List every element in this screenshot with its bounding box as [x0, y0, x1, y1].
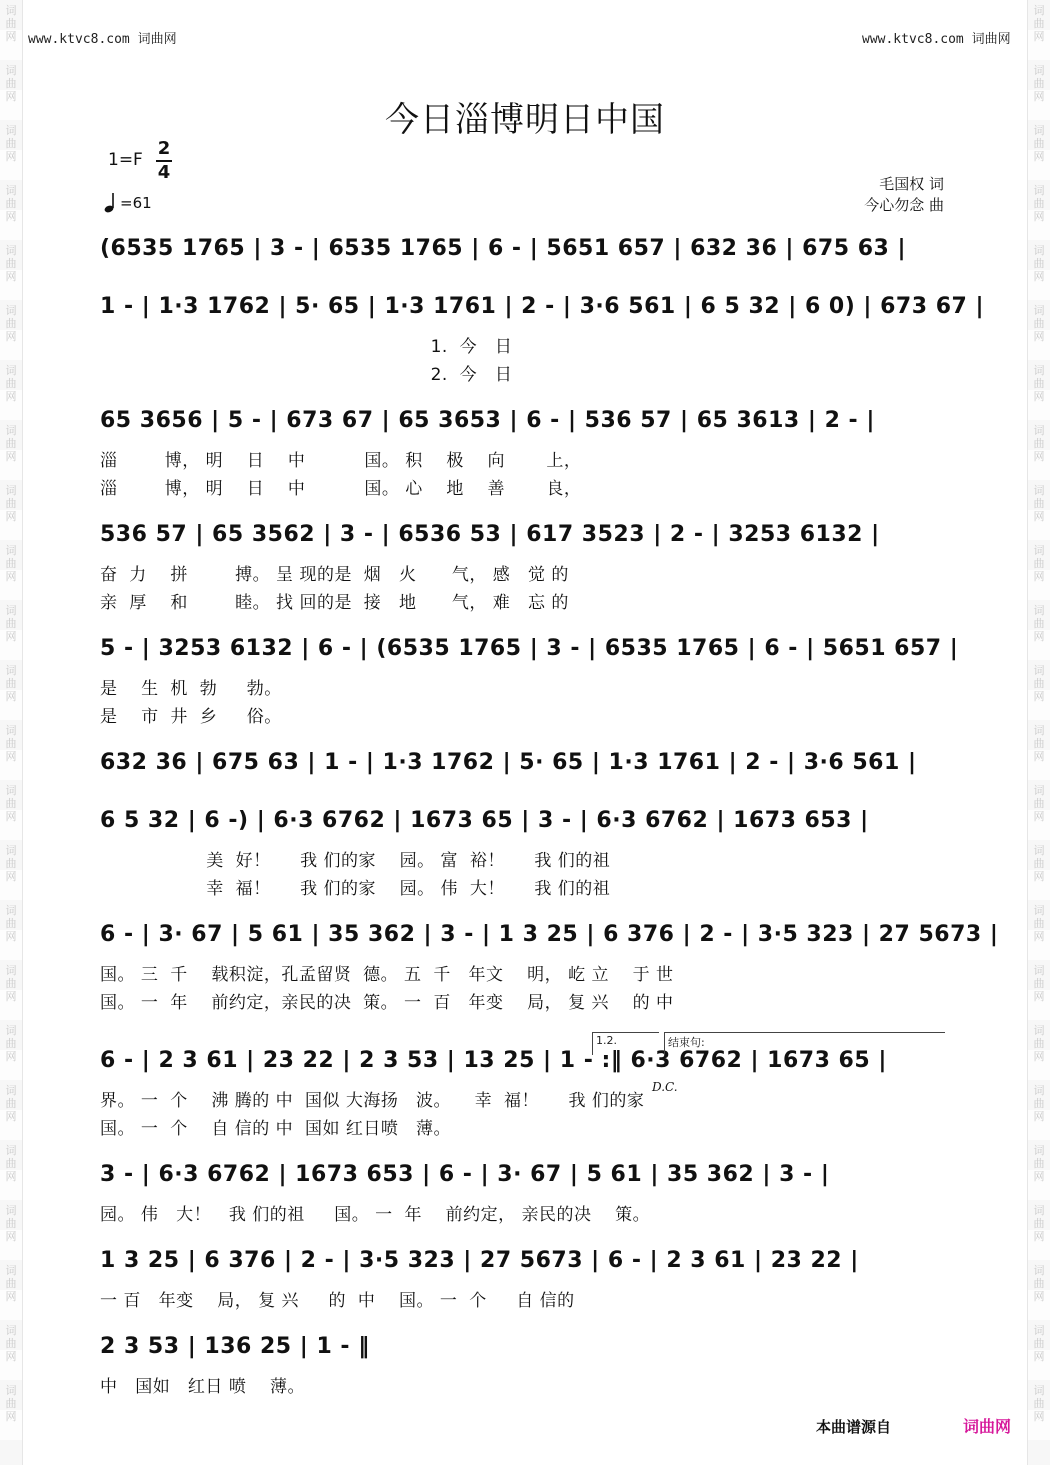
watermark-char: 曲 — [1033, 437, 1045, 450]
watermark-char: 网 — [5, 870, 17, 883]
watermark-char: 网 — [1033, 390, 1045, 403]
watermark-char: 词 — [1033, 1324, 1045, 1337]
watermark-glyphs — [1032, 424, 1046, 463]
watermark-char: 网 — [5, 1110, 17, 1123]
lyric-line: 国。 一 年 前约定，亲民的决 策。 一 百 年变 局， 复 兴 的 中 — [100, 993, 674, 1013]
watermark-char: 曲 — [5, 17, 17, 30]
watermark-char: 词 — [5, 1324, 17, 1337]
watermark-char: 网 — [5, 990, 17, 1003]
watermark-glyphs — [4, 1024, 18, 1063]
watermark-char: 词 — [1033, 784, 1045, 797]
notation-line: 6 - | 2 3 61 | 23 22 | 2 3 53 | 13 25 | 1 - :‖ 6·3 6762 | 1673 65 | — [100, 1048, 887, 1073]
notation-line: 1 3 25 | 6 376 | 2 - | 3·5 323 | 27 5673 | 6 - | 2 3 61 | 23 22 | — [100, 1248, 859, 1273]
watermark-char: 网 — [5, 810, 17, 823]
credits — [864, 174, 944, 216]
watermark-char: 词 — [5, 604, 17, 617]
lyric-line: 美 好！ 我 们的家 园。 富 裕！ 我 们的祖 — [100, 851, 611, 871]
watermark-char: 网 — [1033, 1410, 1045, 1423]
watermark-char: 曲 — [1033, 797, 1045, 810]
watermark-char: 词 — [1033, 1084, 1045, 1097]
watermark-glyphs — [1032, 1204, 1046, 1243]
watermark-char: 网 — [5, 930, 17, 943]
coda-bracket — [664, 1032, 945, 1055]
watermark-char: 曲 — [5, 437, 17, 450]
watermark-glyphs — [1032, 544, 1046, 583]
watermark-char: 词 — [5, 1024, 17, 1037]
song-title: 今日淄博明日中国 — [385, 100, 665, 140]
watermark-glyphs — [4, 544, 18, 583]
watermark-char: 曲 — [5, 977, 17, 990]
watermark-char: 曲 — [5, 797, 17, 810]
lyric-line: 奋 力 拼 搏。 呈 现的是 烟 火 气， 感 觉 的 — [100, 565, 569, 585]
watermark-char: 曲 — [5, 1337, 17, 1350]
watermark-char: 网 — [5, 150, 17, 163]
watermark-char: 曲 — [1033, 317, 1045, 330]
watermark-char: 曲 — [5, 137, 17, 150]
watermark-char: 曲 — [5, 617, 17, 630]
watermark-char: 曲 — [5, 317, 17, 330]
watermark-char: 网 — [5, 390, 17, 403]
watermark-char: 网 — [1033, 1050, 1045, 1063]
watermark-char: 曲 — [1033, 1397, 1045, 1410]
watermark-char: 词 — [5, 1144, 17, 1157]
footer-brand[interactable]: 词曲网 — [963, 1417, 1012, 1436]
lyric-line: 淄 博， 明 日 中 国。 心 地 善 良， — [100, 479, 582, 499]
watermark-char: 网 — [5, 630, 17, 643]
watermark-glyphs — [1032, 664, 1046, 703]
watermark-char: 曲 — [1033, 257, 1045, 270]
watermark-glyphs — [1032, 604, 1046, 643]
notation-line: 6 - | 3· 67 | 5 61 | 35 362 | 3 - | 1 3 25 | 6 376 | 2 - | 3·5 323 | 27 5673 | — [100, 922, 999, 947]
watermark-char: 网 — [1033, 1230, 1045, 1243]
watermark-char: 词 — [5, 964, 17, 977]
watermark-glyphs — [4, 844, 18, 883]
watermark-char: 曲 — [1033, 77, 1045, 90]
notation-line: 6 5 32 | 6 -) | 6·3 6762 | 1673 65 | 3 - | 6·3 6762 | 1673 653 | — [100, 808, 869, 833]
watermark-glyphs — [1032, 1144, 1046, 1183]
watermark-char: 曲 — [1033, 977, 1045, 990]
watermark-char: 网 — [5, 1050, 17, 1063]
lyric-line: 幸 福！ 我 们的家 园。 伟 大！ 我 们的祖 — [100, 879, 611, 899]
watermark-char: 曲 — [1033, 917, 1045, 930]
watermark-char: 网 — [1033, 1170, 1045, 1183]
watermark-char: 曲 — [5, 1277, 17, 1290]
watermark-glyphs — [4, 724, 18, 763]
watermark-char: 词 — [5, 364, 17, 377]
notation-line: 2 3 53 | 136 25 | 1 - ‖ — [100, 1334, 370, 1359]
watermark-glyphs — [4, 184, 18, 223]
watermark-glyphs — [4, 1324, 18, 1363]
notation-line: (6535 1765 | 3 - | 6535 1765 | 6 - | 5651 657 | 632 36 | 675 63 | — [100, 236, 907, 261]
watermark-char: 曲 — [1033, 17, 1045, 30]
watermark-char: 词 — [5, 4, 17, 17]
watermark-char: 网 — [1033, 690, 1045, 703]
watermark-char: 网 — [5, 450, 17, 463]
watermark-char: 词 — [5, 544, 17, 557]
watermark-char: 网 — [1033, 450, 1045, 463]
watermark-char: 词 — [1033, 964, 1045, 977]
watermark-char: 词 — [1033, 364, 1045, 377]
composer: 今心勿念 曲 — [864, 196, 944, 214]
lyric-line: 亲 厚 和 睦。 找 回的是 接 地 气， 难 忘 的 — [100, 593, 569, 613]
watermark-char: 曲 — [5, 497, 17, 510]
watermark-char: 词 — [1033, 244, 1045, 257]
watermark-char: 网 — [5, 690, 17, 703]
watermark-char: 网 — [5, 1230, 17, 1243]
dc-marking: D.C. — [652, 1080, 678, 1094]
watermark-glyphs — [1032, 484, 1046, 523]
watermark-char: 曲 — [1033, 1157, 1045, 1170]
watermark-char: 曲 — [5, 737, 17, 750]
watermark-char: 曲 — [1033, 197, 1045, 210]
watermark-char: 词 — [1033, 1384, 1045, 1397]
lyric-line: 是 生 机 勃 勃。 — [100, 679, 282, 699]
watermark-char: 网 — [5, 510, 17, 523]
watermark-char: 网 — [5, 1350, 17, 1363]
watermark-glyphs — [4, 664, 18, 703]
watermark-glyphs — [4, 1384, 18, 1423]
site-url-text: www.ktvc8.com — [28, 32, 130, 47]
watermark-char: 网 — [5, 30, 17, 43]
watermark-glyphs — [1032, 844, 1046, 883]
site-url-text: www.ktvc8.com — [862, 32, 964, 47]
watermark-char: 词 — [1033, 724, 1045, 737]
watermark-glyphs — [1032, 784, 1046, 823]
watermark-char: 词 — [1033, 1264, 1045, 1277]
watermark-char: 网 — [1033, 270, 1045, 283]
site-name-text: 词曲网 — [971, 32, 1011, 47]
watermark-char: 曲 — [1033, 497, 1045, 510]
watermark-glyphs — [1032, 184, 1046, 223]
watermark-glyphs — [1032, 364, 1046, 403]
watermark-char: 网 — [1033, 990, 1045, 1003]
watermark-glyphs — [1032, 904, 1046, 943]
watermark-char: 曲 — [1033, 1037, 1045, 1050]
watermark-glyphs — [4, 1144, 18, 1183]
watermark-char: 曲 — [1033, 137, 1045, 150]
key-signature: 1=F — [108, 150, 143, 170]
watermark-char: 网 — [5, 570, 17, 583]
lyric-line: 国。 一 个 自 信的 中 国如 红日喷 薄。 — [100, 1119, 452, 1139]
notation-line: 536 57 | 65 3562 | 3 - | 6536 53 | 617 3523 | 2 - | 3253 6132 | — [100, 522, 880, 547]
watermark-char: 词 — [1033, 184, 1045, 197]
watermark-glyphs — [4, 964, 18, 1003]
watermark-char: 词 — [5, 64, 17, 77]
watermark-char: 网 — [1033, 930, 1045, 943]
watermark-char: 词 — [5, 1204, 17, 1217]
lyric-line: 淄 博， 明 日 中 国。 积 极 向 上， — [100, 451, 582, 471]
watermark-char: 曲 — [5, 197, 17, 210]
watermark-char: 词 — [1033, 904, 1045, 917]
watermark-char: 网 — [5, 210, 17, 223]
watermark-glyphs — [4, 484, 18, 523]
watermark-char: 曲 — [1033, 737, 1045, 750]
watermark-char: 词 — [5, 1384, 17, 1397]
meter-top: 2 — [157, 138, 171, 159]
watermark-glyphs — [4, 784, 18, 823]
watermark-char: 曲 — [1033, 1337, 1045, 1350]
watermark-char: 曲 — [1033, 677, 1045, 690]
watermark-char: 网 — [1033, 210, 1045, 223]
lyricist: 毛国权 词 — [879, 175, 944, 193]
watermark-glyphs — [4, 1204, 18, 1243]
lyric-line: 是 市 井 乡 俗。 — [100, 707, 282, 727]
watermark-char: 曲 — [5, 677, 17, 690]
watermark-char: 词 — [5, 1264, 17, 1277]
watermark-char: 词 — [1033, 1024, 1045, 1037]
watermark-char: 网 — [5, 1410, 17, 1423]
tempo-marking: =61 — [120, 194, 152, 212]
watermark-char: 词 — [1033, 1144, 1045, 1157]
watermark-char: 词 — [1033, 424, 1045, 437]
watermark-char: 曲 — [5, 257, 17, 270]
watermark-char: 词 — [5, 124, 17, 137]
notation-line: 632 36 | 675 63 | 1 - | 1·3 1762 | 5· 65 | 1·3 1761 | 2 - | 3·6 561 | — [100, 750, 917, 775]
watermark-char: 词 — [1033, 304, 1045, 317]
watermark-char: 曲 — [5, 557, 17, 570]
watermark-char: 网 — [1033, 810, 1045, 823]
meter-bottom: 4 — [157, 162, 171, 183]
watermark-char: 曲 — [1033, 557, 1045, 570]
watermark-char: 曲 — [5, 917, 17, 930]
site-url-right[interactable] — [862, 28, 1011, 47]
lyric-line: 界。 一 个 沸 腾的 中 国似 大海扬 波。 幸 福！ 我 们的家 — [100, 1091, 645, 1111]
watermark-char: 曲 — [1033, 857, 1045, 870]
watermark-char: 网 — [1033, 30, 1045, 43]
watermark-char: 曲 — [1033, 1097, 1045, 1110]
watermark-char: 词 — [5, 244, 17, 257]
first-ending-bracket — [592, 1032, 659, 1055]
watermark-char: 词 — [1033, 664, 1045, 677]
site-url-left[interactable] — [28, 28, 177, 47]
watermark-char: 网 — [1033, 750, 1045, 763]
watermark-glyphs — [1032, 724, 1046, 763]
notation-line: 5 - | 3253 6132 | 6 - | (6535 1765 | 3 - | 6535 1765 | 6 - | 5651 657 | — [100, 636, 959, 661]
watermark-char: 词 — [5, 484, 17, 497]
watermark-char: 词 — [1033, 844, 1045, 857]
site-name-text: 词曲网 — [137, 32, 177, 47]
watermark-glyphs — [1032, 1324, 1046, 1363]
watermark-glyphs — [4, 4, 18, 43]
notation-line: 1 - | 1·3 1762 | 5· 65 | 1·3 1761 | 2 - | 3·6 561 | 6 5 32 | 6 0) | 673 67 | — [100, 294, 985, 319]
watermark-glyphs — [1032, 1384, 1046, 1423]
watermark-glyphs — [1032, 1024, 1046, 1063]
watermark-char: 网 — [5, 750, 17, 763]
right-watermark-strip — [1027, 0, 1050, 1465]
watermark-char: 词 — [5, 1084, 17, 1097]
watermark-char: 网 — [1033, 510, 1045, 523]
watermark-char: 曲 — [5, 1037, 17, 1050]
watermark-char: 曲 — [5, 77, 17, 90]
watermark-char: 词 — [1033, 124, 1045, 137]
watermark-glyphs — [4, 604, 18, 643]
watermark-glyphs — [1032, 1084, 1046, 1123]
watermark-glyphs — [4, 364, 18, 403]
watermark-char: 词 — [5, 904, 17, 917]
watermark-char: 曲 — [1033, 617, 1045, 630]
watermark-char: 曲 — [5, 1397, 17, 1410]
watermark-char: 词 — [1033, 544, 1045, 557]
watermark-char: 曲 — [5, 857, 17, 870]
lyric-line: 2. 今 日 — [100, 365, 513, 385]
coda-label: 结束句: — [668, 1036, 705, 1049]
lyric-line: 国。 三 千 载积淀，孔孟留贤 德。 五 千 年文 明， 屹 立 于 世 — [100, 965, 674, 985]
watermark-char: 词 — [1033, 484, 1045, 497]
watermark-glyphs — [1032, 4, 1046, 43]
watermark-char: 曲 — [1033, 1217, 1045, 1230]
watermark-glyphs — [4, 1264, 18, 1303]
watermark-glyphs — [1032, 304, 1046, 343]
watermark-char: 词 — [1033, 1204, 1045, 1217]
watermark-char: 网 — [1033, 150, 1045, 163]
lyric-line: 一 百 年变 局， 复 兴 的 中 国。 一 个 自 信的 — [100, 1291, 575, 1311]
watermark-char: 词 — [5, 664, 17, 677]
watermark-char: 网 — [1033, 870, 1045, 883]
watermark-char: 网 — [1033, 330, 1045, 343]
watermark-char: 网 — [5, 1290, 17, 1303]
watermark-char: 词 — [5, 724, 17, 737]
lyric-line: 中 国如 红日 喷 薄。 — [100, 1377, 305, 1397]
watermark-glyphs — [1032, 1264, 1046, 1303]
watermark-char: 网 — [1033, 1110, 1045, 1123]
watermark-glyphs — [4, 424, 18, 463]
watermark-glyphs — [4, 904, 18, 943]
quarter-note-icon — [104, 192, 118, 214]
notation-line: 3 - | 6·3 6762 | 1673 653 | 6 - | 3· 67 | 5 61 | 35 362 | 3 - | — [100, 1162, 830, 1187]
lyric-line: 1. 今 日 — [100, 337, 513, 357]
watermark-char: 词 — [5, 784, 17, 797]
watermark-char: 网 — [1033, 570, 1045, 583]
watermark-char: 网 — [5, 1170, 17, 1183]
watermark-char: 词 — [5, 844, 17, 857]
time-signature — [156, 138, 172, 184]
watermark-char: 词 — [5, 304, 17, 317]
watermark-char: 网 — [1033, 1290, 1045, 1303]
watermark-char: 词 — [1033, 604, 1045, 617]
watermark-glyphs — [1032, 244, 1046, 283]
notation-line: 65 3656 | 5 - | 673 67 | 65 3653 | 6 - | 536 57 | 65 3613 | 2 - | — [100, 408, 875, 433]
watermark-char: 词 — [1033, 4, 1045, 17]
watermark-char: 曲 — [1033, 377, 1045, 390]
watermark-glyphs — [4, 1084, 18, 1123]
watermark-char: 曲 — [5, 1157, 17, 1170]
watermark-char: 网 — [1033, 90, 1045, 103]
watermark-char: 词 — [5, 424, 17, 437]
watermark-char: 网 — [1033, 630, 1045, 643]
watermark-char: 曲 — [5, 1097, 17, 1110]
left-watermark-strip — [0, 0, 23, 1465]
watermark-glyphs — [4, 304, 18, 343]
lyric-line: 园。 伟 大！ 我 们的祖 国。 一 年 前约定， 亲民的决 策。 — [100, 1205, 651, 1225]
watermark-glyphs — [1032, 964, 1046, 1003]
watermark-char: 网 — [1033, 1350, 1045, 1363]
watermark-char: 网 — [5, 330, 17, 343]
footer-label: 本曲谱源自 — [816, 1418, 892, 1436]
watermark-char: 曲 — [5, 1217, 17, 1230]
watermark-char: 曲 — [1033, 1277, 1045, 1290]
watermark-char: 词 — [1033, 64, 1045, 77]
first-ending-label: 1.2. — [596, 1034, 617, 1047]
watermark-char: 网 — [5, 90, 17, 103]
watermark-glyphs — [4, 244, 18, 283]
watermark-char: 曲 — [5, 377, 17, 390]
watermark-char: 词 — [5, 184, 17, 197]
watermark-char: 网 — [5, 270, 17, 283]
